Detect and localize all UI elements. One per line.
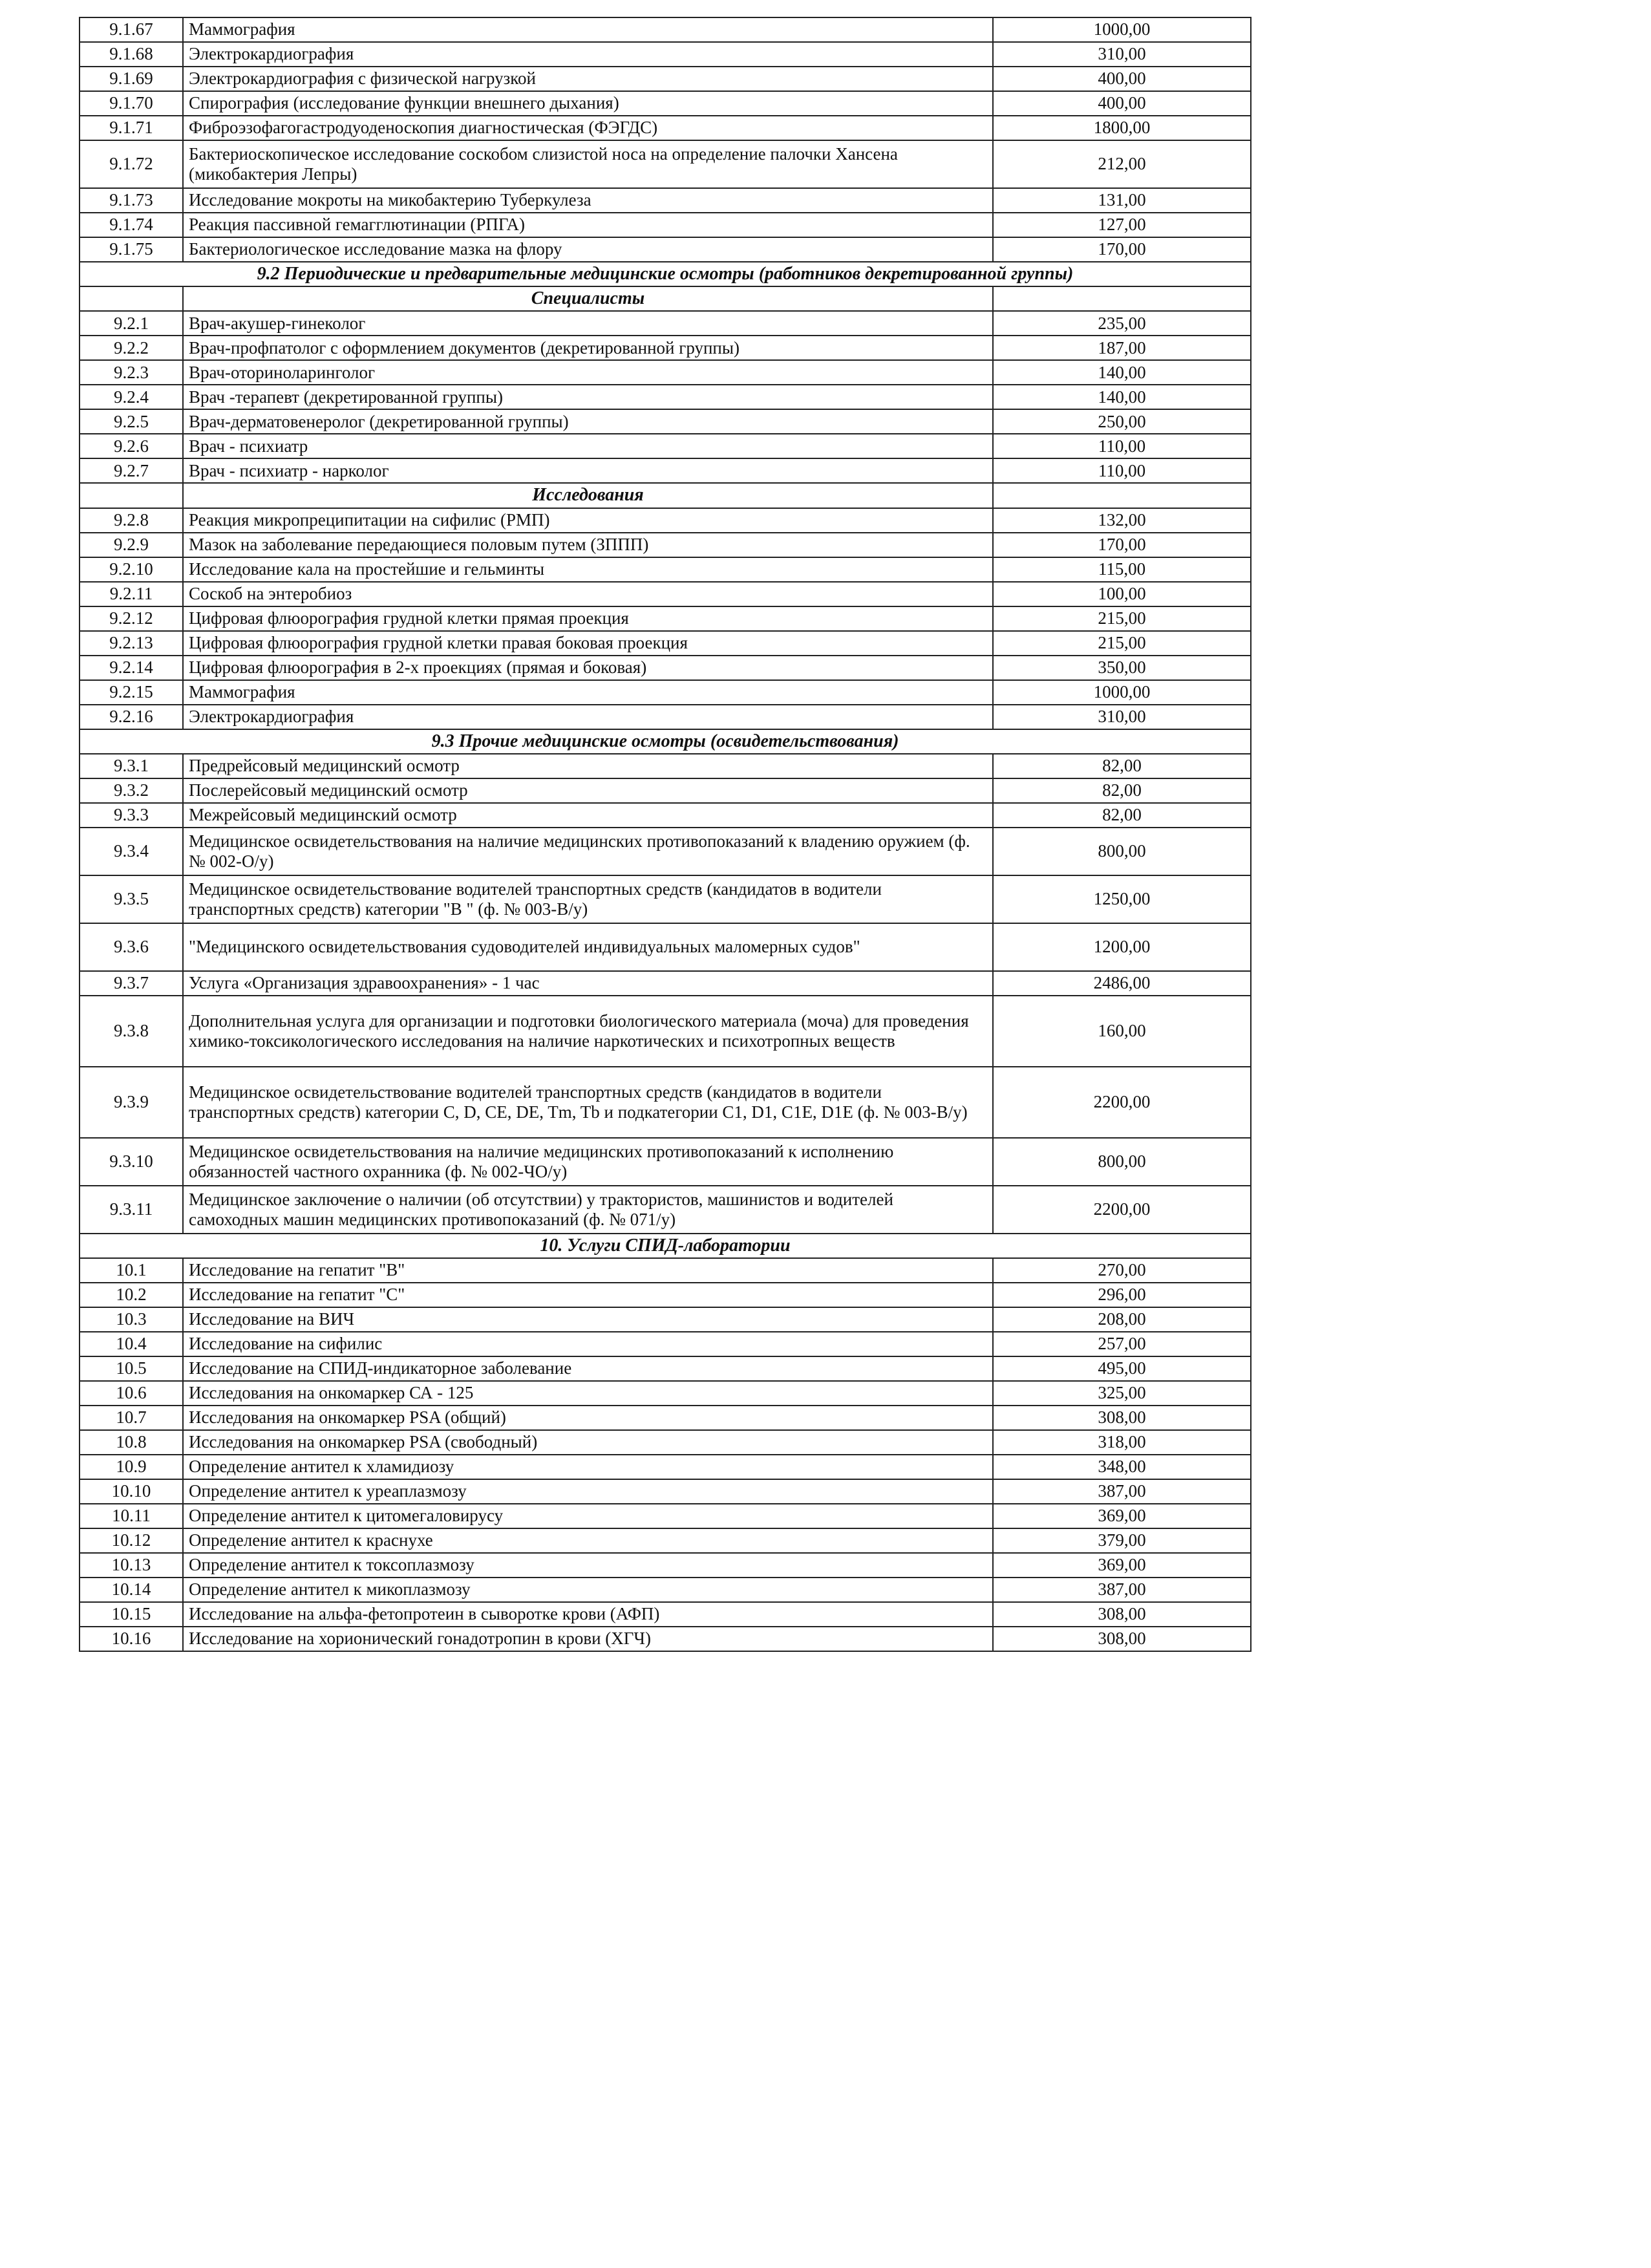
service-name: Исследование на гепатит "С" (183, 1283, 993, 1307)
table-row (80, 1138, 1251, 1186)
service-name: Предрейсовый медицинский осмотр (183, 754, 993, 778)
table-row (80, 557, 1251, 582)
table-row (80, 17, 1251, 42)
service-price: 140,00 (993, 360, 1251, 385)
service-code: 10.6 (80, 1381, 183, 1406)
service-name: Фиброэзофагогастродуоденоскопия диагностическая (ФЭГДС) (183, 116, 993, 140)
table-row (80, 778, 1251, 803)
service-price: 170,00 (993, 533, 1251, 557)
service-code: 9.3.11 (80, 1186, 183, 1234)
service-code: 10.1 (80, 1258, 183, 1283)
service-code: 9.2.7 (80, 458, 183, 483)
service-name: Бактериоскопическое исследование соскобом слизистой носа на определение палочки Хансена (микобактерия Лепры) (183, 140, 993, 188)
service-price: 800,00 (993, 1138, 1251, 1186)
service-price: 379,00 (993, 1528, 1251, 1553)
service-price: 82,00 (993, 754, 1251, 778)
empty-code-cell (80, 483, 183, 508)
subsection-header-row (80, 483, 1251, 508)
empty-code-cell (80, 286, 183, 311)
service-code: 9.1.75 (80, 237, 183, 262)
subsection-header-row (80, 286, 1251, 311)
service-price: 110,00 (993, 458, 1251, 483)
service-name: Медицинское заключение о наличии (об отсутствии) у трактористов, машинистов и водителей самоходных машин медицинских противопоказаний (ф. № 071/у) (183, 1186, 993, 1234)
service-name: Исследования на онкомаркер СА - 125 (183, 1381, 993, 1406)
service-price: 215,00 (993, 606, 1251, 631)
service-price: 257,00 (993, 1332, 1251, 1356)
service-name: Реакция микропреципитации на сифилис (РМП) (183, 508, 993, 533)
service-name: Исследования на онкомаркер PSA (свободный) (183, 1430, 993, 1455)
service-code: 10.10 (80, 1479, 183, 1504)
service-name: Определение антител к краснухе (183, 1528, 993, 1553)
service-code: 9.3.1 (80, 754, 183, 778)
table-row (80, 996, 1251, 1067)
service-code: 9.2.14 (80, 656, 183, 680)
table-row (80, 631, 1251, 656)
subsection-title: Специалисты (183, 286, 993, 311)
table-row (80, 213, 1251, 237)
service-price: 110,00 (993, 434, 1251, 458)
table-row (80, 1553, 1251, 1578)
service-code: 9.2.16 (80, 705, 183, 729)
service-code: 10.2 (80, 1283, 183, 1307)
service-price: 2200,00 (993, 1067, 1251, 1138)
table-row (80, 336, 1251, 360)
service-code: 10.13 (80, 1553, 183, 1578)
table-row (80, 91, 1251, 116)
service-price: 348,00 (993, 1455, 1251, 1479)
service-code: 10.16 (80, 1627, 183, 1651)
service-name: Цифровая флюорография грудной клетки правая боковая проекция (183, 631, 993, 656)
service-price: 350,00 (993, 656, 1251, 680)
service-name: Электрокардиография с физической нагрузкой (183, 67, 993, 91)
service-code: 9.2.10 (80, 557, 183, 582)
table-row (80, 67, 1251, 91)
table-row (80, 237, 1251, 262)
empty-price-cell (993, 286, 1251, 311)
table-row (80, 803, 1251, 828)
service-name: Исследование на сифилис (183, 1332, 993, 1356)
service-code: 9.3.3 (80, 803, 183, 828)
service-price: 131,00 (993, 188, 1251, 213)
service-price: 140,00 (993, 385, 1251, 409)
service-price: 387,00 (993, 1479, 1251, 1504)
service-price: 170,00 (993, 237, 1251, 262)
service-price: 127,00 (993, 213, 1251, 237)
service-name: Маммография (183, 680, 993, 705)
service-price: 270,00 (993, 1258, 1251, 1283)
service-name: Врач -терапевт (декретированной группы) (183, 385, 993, 409)
empty-price-cell (993, 483, 1251, 508)
service-code: 9.3.9 (80, 1067, 183, 1138)
service-price: 132,00 (993, 508, 1251, 533)
service-price: 2486,00 (993, 971, 1251, 996)
service-code: 9.2.12 (80, 606, 183, 631)
table-row (80, 311, 1251, 336)
service-name: Реакция пассивной гемагглютинации (РПГА) (183, 213, 993, 237)
table-row (80, 116, 1251, 140)
service-code: 9.3.2 (80, 778, 183, 803)
service-price: 400,00 (993, 67, 1251, 91)
section-title: 10. Услуги СПИД-лаборатории (80, 1234, 1251, 1258)
service-price: 400,00 (993, 91, 1251, 116)
service-name: Исследование на хорионический гонадотропин в крови (ХГЧ) (183, 1627, 993, 1651)
table-row (80, 828, 1251, 875)
service-code: 9.2.4 (80, 385, 183, 409)
service-code: 9.1.69 (80, 67, 183, 91)
service-price: 187,00 (993, 336, 1251, 360)
service-code: 10.14 (80, 1578, 183, 1602)
service-code: 9.1.74 (80, 213, 183, 237)
service-price: 310,00 (993, 42, 1251, 67)
service-price: 160,00 (993, 996, 1251, 1067)
table-row (80, 875, 1251, 923)
service-name: Определение антител к токсоплазмозу (183, 1553, 993, 1578)
service-name: Медицинское освидетельствование водителей транспортных средств (кандидатов в водители транспортных средств) категории C, D, CE, DE, Tm, Tb и подкатегории C1, D1, C1E, D1E (ф. № 003-В/у) (183, 1067, 993, 1138)
service-name: Мазок на заболевание передающиеся половым путем (ЗППП) (183, 533, 993, 557)
section-header-row (80, 1234, 1251, 1258)
service-code: 9.2.15 (80, 680, 183, 705)
service-name: Электрокардиография (183, 705, 993, 729)
service-name: Врач-оториноларинголог (183, 360, 993, 385)
service-price: 82,00 (993, 778, 1251, 803)
service-code: 9.1.70 (80, 91, 183, 116)
service-code: 10.9 (80, 1455, 183, 1479)
service-code: 9.2.6 (80, 434, 183, 458)
service-price: 208,00 (993, 1307, 1251, 1332)
table-row (80, 1578, 1251, 1602)
price-table-body (80, 17, 1251, 1651)
service-code: 9.3.7 (80, 971, 183, 996)
service-price: 310,00 (993, 705, 1251, 729)
service-name: Врач - психиатр (183, 434, 993, 458)
table-row (80, 1504, 1251, 1528)
service-code: 9.2.1 (80, 311, 183, 336)
service-code: 10.5 (80, 1356, 183, 1381)
service-code: 9.2.11 (80, 582, 183, 606)
service-name: Исследование мокроты на микобактерию Туберкулеза (183, 188, 993, 213)
service-code: 10.15 (80, 1602, 183, 1627)
service-code: 9.3.4 (80, 828, 183, 875)
service-name: Медицинское освидетельствования на наличие медицинских противопоказаний к исполнению обязанностей частного охранника (ф. № 002-ЧО/у) (183, 1138, 993, 1186)
table-row (80, 606, 1251, 631)
table-row (80, 1406, 1251, 1430)
service-price: 115,00 (993, 557, 1251, 582)
service-price: 1250,00 (993, 875, 1251, 923)
table-row (80, 42, 1251, 67)
service-code: 9.2.2 (80, 336, 183, 360)
service-name: Врач-профпатолог с оформлением документов (декретированной группы) (183, 336, 993, 360)
service-price: 308,00 (993, 1627, 1251, 1651)
table-row (80, 923, 1251, 971)
service-code: 9.3.8 (80, 996, 183, 1067)
table-row (80, 971, 1251, 996)
service-name: Исследования на онкомаркер PSA (общий) (183, 1406, 993, 1430)
service-name: Послерейсовый медицинский осмотр (183, 778, 993, 803)
service-name: Исследование на альфа-фетопротеин в сыворотке крови (АФП) (183, 1602, 993, 1627)
service-code: 10.4 (80, 1332, 183, 1356)
table-row (80, 533, 1251, 557)
service-name: Определение антител к микоплазмозу (183, 1578, 993, 1602)
table-row (80, 409, 1251, 434)
table-row (80, 1602, 1251, 1627)
service-code: 10.8 (80, 1430, 183, 1455)
table-row (80, 1430, 1251, 1455)
service-price: 82,00 (993, 803, 1251, 828)
table-row (80, 1186, 1251, 1234)
table-row (80, 508, 1251, 533)
table-row (80, 1381, 1251, 1406)
service-name: Определение антител к цитомегаловирусу (183, 1504, 993, 1528)
service-code: 9.1.68 (80, 42, 183, 67)
table-row (80, 705, 1251, 729)
service-name: Врач-акушер-гинеколог (183, 311, 993, 336)
service-price: 318,00 (993, 1430, 1251, 1455)
table-row (80, 1627, 1251, 1651)
service-code: 9.1.71 (80, 116, 183, 140)
table-row (80, 1283, 1251, 1307)
service-code: 9.3.6 (80, 923, 183, 971)
service-price: 325,00 (993, 1381, 1251, 1406)
service-price: 235,00 (993, 311, 1251, 336)
service-price: 800,00 (993, 828, 1251, 875)
table-row (80, 1258, 1251, 1283)
table-row (80, 385, 1251, 409)
service-name: Исследование на гепатит "В" (183, 1258, 993, 1283)
service-code: 9.1.73 (80, 188, 183, 213)
service-price: 2200,00 (993, 1186, 1251, 1234)
service-price: 495,00 (993, 1356, 1251, 1381)
service-name: Исследование на ВИЧ (183, 1307, 993, 1332)
table-row (80, 188, 1251, 213)
service-price: 250,00 (993, 409, 1251, 434)
service-code: 9.2.13 (80, 631, 183, 656)
service-code: 9.2.9 (80, 533, 183, 557)
price-list-page (79, 17, 1250, 1652)
service-name: Спирография (исследование функции внешнего дыхания) (183, 91, 993, 116)
service-price: 308,00 (993, 1602, 1251, 1627)
table-row (80, 1455, 1251, 1479)
subsection-title: Исследования (183, 483, 993, 508)
table-row (80, 680, 1251, 705)
service-price: 369,00 (993, 1553, 1251, 1578)
service-price: 1000,00 (993, 680, 1251, 705)
service-price: 212,00 (993, 140, 1251, 188)
service-code: 9.2.3 (80, 360, 183, 385)
section-title: 9.2 Периодические и предварительные медицинские осмотры (работников декретированной группы) (80, 262, 1251, 286)
table-row (80, 1528, 1251, 1553)
section-header-row (80, 262, 1251, 286)
service-name: Исследование на СПИД-индикаторное заболевание (183, 1356, 993, 1381)
table-row (80, 140, 1251, 188)
service-code: 9.3.5 (80, 875, 183, 923)
table-row (80, 1067, 1251, 1138)
table-row (80, 458, 1251, 483)
service-name: Электрокардиография (183, 42, 993, 67)
table-row (80, 360, 1251, 385)
service-name: Дополнительная услуга для организации и подготовки биологического материала (моча) для проведения химико-токсикологического исследования на наличие наркотических и психотропных веществ (183, 996, 993, 1067)
table-row (80, 582, 1251, 606)
service-price: 369,00 (993, 1504, 1251, 1528)
service-name: Исследование кала на простейшие и гельминты (183, 557, 993, 582)
table-row (80, 1479, 1251, 1504)
service-name: "Медицинского освидетельствования судоводителей индивидуальных маломерных судов" (183, 923, 993, 971)
table-row (80, 1356, 1251, 1381)
service-name: Медицинское освидетельствование водителей транспортных средств (кандидатов в водители транспортных средств) категории "В " (ф. № 003-В/у) (183, 875, 993, 923)
service-name: Межрейсовый медицинский осмотр (183, 803, 993, 828)
section-title: 9.3 Прочие медицинские осмотры (освидетельствования) (80, 729, 1251, 754)
service-code: 9.1.72 (80, 140, 183, 188)
service-name: Цифровая флюорография грудной клетки прямая проекция (183, 606, 993, 631)
table-row (80, 754, 1251, 778)
service-name: Определение антител к хламидиозу (183, 1455, 993, 1479)
service-price: 1200,00 (993, 923, 1251, 971)
service-name: Определение антител к уреаплазмозу (183, 1479, 993, 1504)
table-row (80, 1307, 1251, 1332)
service-code: 10.3 (80, 1307, 183, 1332)
service-price: 296,00 (993, 1283, 1251, 1307)
service-code: 10.12 (80, 1528, 183, 1553)
service-code: 10.7 (80, 1406, 183, 1430)
service-price: 387,00 (993, 1578, 1251, 1602)
service-code: 10.11 (80, 1504, 183, 1528)
service-name: Цифровая флюорография в 2-х проекциях (прямая и боковая) (183, 656, 993, 680)
table-row (80, 1332, 1251, 1356)
service-name: Бактериологическое исследование мазка на флору (183, 237, 993, 262)
service-code: 9.2.5 (80, 409, 183, 434)
service-price: 308,00 (993, 1406, 1251, 1430)
service-code: 9.3.10 (80, 1138, 183, 1186)
service-name: Врач-дерматовенеролог (декретированной группы) (183, 409, 993, 434)
table-row (80, 434, 1251, 458)
service-name: Маммография (183, 17, 993, 42)
service-name: Медицинское освидетельствования на наличие медицинских противопоказаний к владению оружием (ф. № 002-О/у) (183, 828, 993, 875)
service-code: 9.2.8 (80, 508, 183, 533)
service-code: 9.1.67 (80, 17, 183, 42)
service-price: 1800,00 (993, 116, 1251, 140)
table-row (80, 656, 1251, 680)
service-name: Соскоб на энтеробиоз (183, 582, 993, 606)
service-price: 215,00 (993, 631, 1251, 656)
service-name: Врач - психиатр - нарколог (183, 458, 993, 483)
service-price: 100,00 (993, 582, 1251, 606)
service-price: 1000,00 (993, 17, 1251, 42)
section-header-row (80, 729, 1251, 754)
service-name: Услуга «Организация здравоохранения» - 1 час (183, 971, 993, 996)
price-table (79, 17, 1252, 1652)
